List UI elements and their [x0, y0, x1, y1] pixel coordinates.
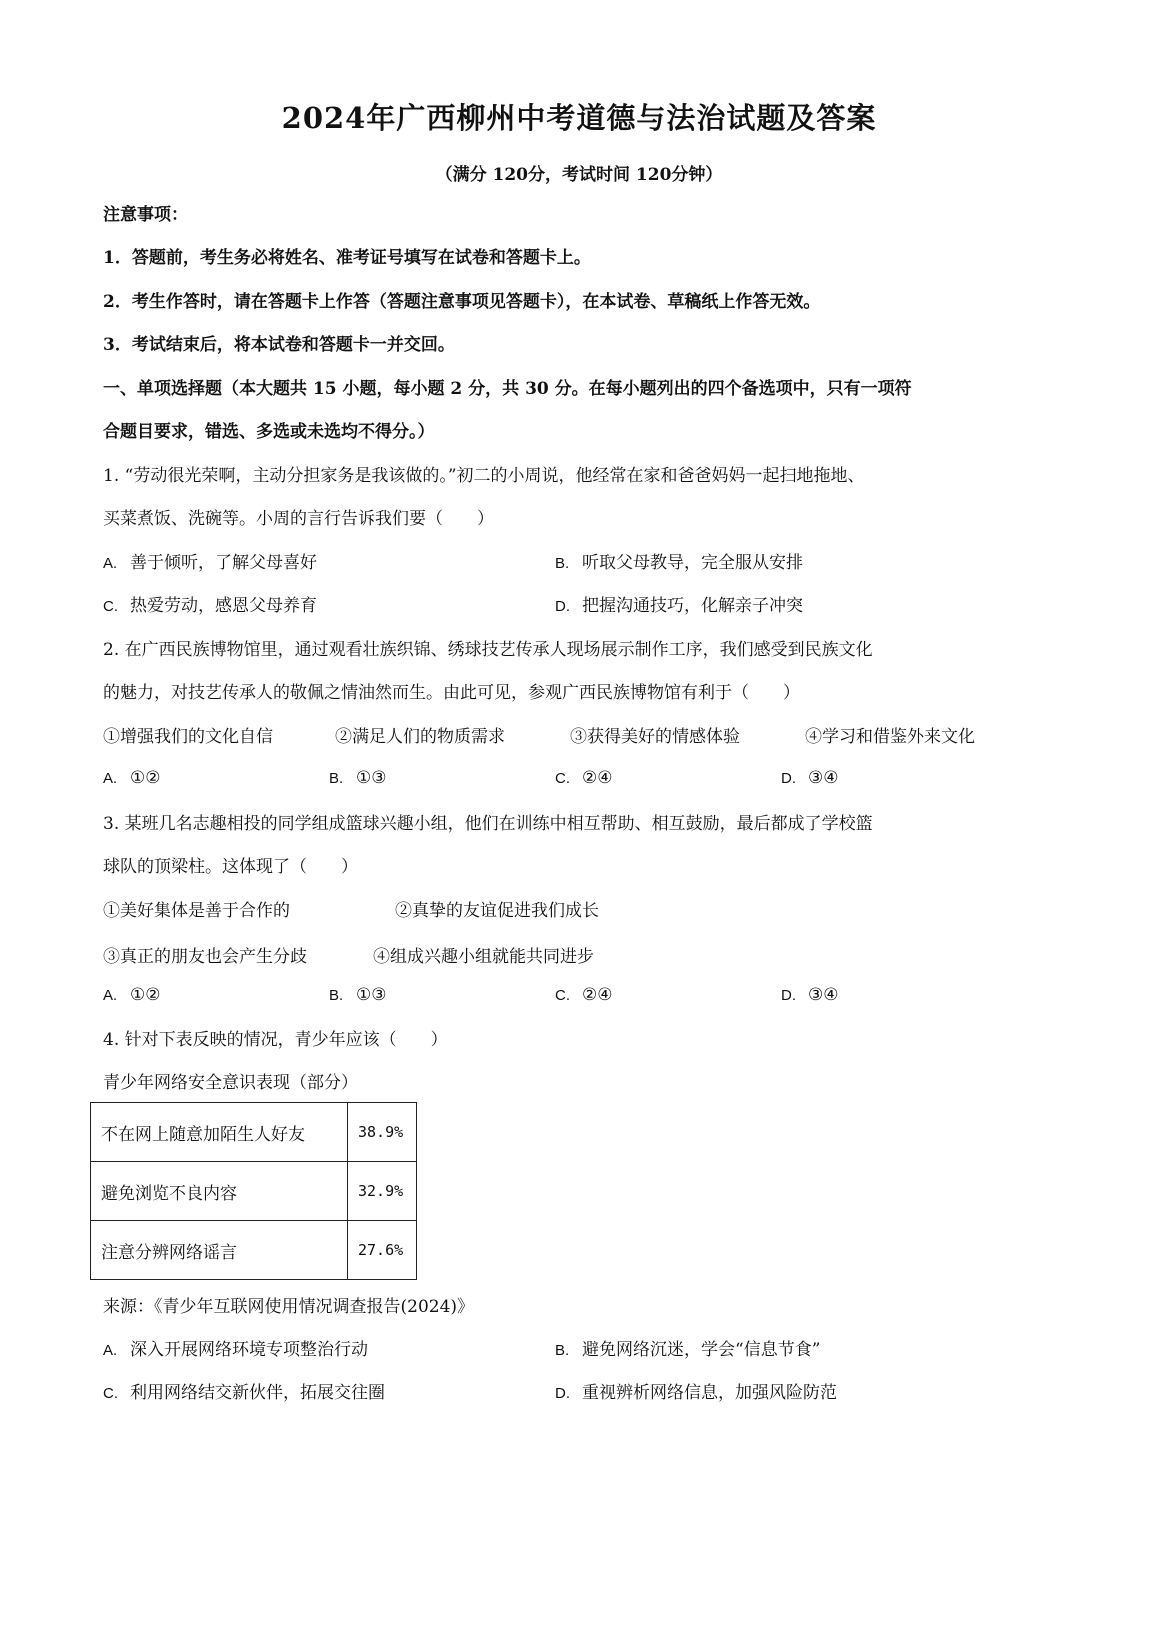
q1-option-a[interactable] [103, 548, 317, 573]
q3-option-a[interactable] [103, 985, 160, 1005]
q3-stem-cont: 球队的顶梁柱。这体现了（ ） [103, 857, 358, 877]
table-cell-label: 避免浏览不良内容 [91, 1162, 348, 1221]
q2-statement: ①增强我们的文化自信 [103, 727, 273, 747]
table-cell-label: 不在网上随意加陌生人好友 [91, 1103, 348, 1162]
option-key: A. [103, 555, 118, 572]
table-caption: 青少年网络安全意识表现（部分） [103, 1073, 358, 1093]
option-text: 热爱劳动，感恩父母养育 [130, 596, 317, 616]
q4-option-a[interactable] [103, 1335, 368, 1360]
option-key: B. [329, 987, 344, 1004]
option-text: 听取父母教导，完全服从安排 [582, 553, 803, 573]
option-text: 把握沟通技巧，化解亲子冲突 [582, 596, 803, 616]
option-text: ②④ [582, 768, 613, 788]
section-heading: 一、单项选择题（本大题共 15 小题，每小题 2 分，共 30 分。在每小题列出的四个备选项中，只有一项符 [103, 379, 912, 399]
option-key: B. [555, 555, 570, 572]
q1-stem: 1. “劳动很光荣啊，主动分担家务是我该做的。”初二的小周说，他经常在家和爸爸妈妈一起扫地拖地、 [103, 466, 865, 486]
q2-statement: ④学习和借鉴外来文化 [805, 727, 975, 747]
q2-stem: 2. 在广西民族博物馆里，通过观看壮族织锦、绣球技艺传承人现场展示制作工序，我们感受到民族文化 [103, 640, 873, 660]
option-key: C. [103, 1385, 118, 1402]
option-text: 善于倾听，了解父母喜好 [130, 553, 317, 573]
q3-option-b[interactable] [329, 985, 386, 1005]
option-key: A. [103, 1342, 118, 1359]
q1-option-b[interactable] [555, 548, 803, 573]
q3-statement: ④组成兴趣小组就能共同进步 [373, 947, 594, 967]
option-key: C. [555, 770, 570, 787]
q2-option-c[interactable] [555, 768, 612, 788]
option-text: 重视辨析网络信息，加强风险防范 [582, 1383, 837, 1403]
table-row [91, 1221, 417, 1280]
table-cell-value: 32.9% [348, 1162, 417, 1221]
option-key: A. [103, 770, 118, 787]
q4-option-c[interactable] [103, 1378, 385, 1403]
option-key: C. [555, 987, 570, 1004]
option-text: ①③ [356, 768, 387, 788]
q2-option-b[interactable] [329, 768, 386, 788]
q1-stem-cont: 买菜煮饭、洗碗等。小周的言行告诉我们要（ ） [103, 509, 494, 529]
option-key: D. [555, 598, 570, 615]
option-text: 避免网络沉迷，学会“信息节食” [582, 1340, 821, 1360]
option-text: ①③ [356, 985, 387, 1005]
option-text: ②④ [582, 985, 613, 1005]
q4-option-d[interactable] [555, 1378, 837, 1403]
q3-stem: 3. 某班几名志趣相投的同学组成篮球兴趣小组，他们在训练中相互帮助、相互鼓励，最后都成了学校篮 [103, 814, 873, 834]
table-cell-label: 注意分辨网络谣言 [91, 1221, 348, 1280]
option-text: ③④ [808, 985, 839, 1005]
q4-option-b[interactable] [555, 1335, 820, 1360]
option-key: D. [781, 770, 796, 787]
table-row [91, 1162, 417, 1221]
notice-item: 1．答题前，考生务必将姓名、准考证号填写在试卷和答题卡上。 [103, 248, 591, 268]
table-cell-value: 38.9% [348, 1103, 417, 1162]
option-text: ①② [130, 768, 161, 788]
page-subtitle: （满分 120分，考试时间 120分钟） [435, 165, 723, 185]
q3-statement: ②真挚的友谊促进我们成长 [395, 901, 599, 921]
option-key: A. [103, 987, 118, 1004]
q1-option-d[interactable] [555, 591, 803, 616]
option-key: D. [555, 1385, 570, 1402]
q3-option-d[interactable] [781, 985, 838, 1005]
q3-statement: ③真正的朋友也会产生分歧 [103, 947, 307, 967]
option-key: B. [555, 1342, 570, 1359]
q2-option-a[interactable] [103, 768, 160, 788]
table-row [91, 1103, 417, 1162]
q4-stem: 4. 针对下表反映的情况，青少年应该（ ） [103, 1030, 448, 1050]
option-text: 深入开展网络环境专项整治行动 [130, 1340, 368, 1360]
table-source: 来源：《青少年互联网使用情况调查报告(2024)》 [103, 1297, 475, 1317]
notice-heading: 注意事项： [103, 205, 188, 225]
option-text: ③④ [808, 768, 839, 788]
option-text: 利用网络结交新伙伴，拓展交往圈 [130, 1383, 385, 1403]
notice-item: 2．考生作答时，请在答题卡上作答（答题注意事项见答题卡），在本试卷、草稿纸上作答无效。 [103, 292, 821, 312]
section-heading-cont: 合题目要求，错选、多选或未选均不得分。） [103, 422, 435, 442]
notice-item: 3．考试结束后，将本试卷和答题卡一并交回。 [103, 335, 455, 355]
q3-option-c[interactable] [555, 985, 612, 1005]
q1-option-c[interactable] [103, 591, 317, 616]
option-text: ①② [130, 985, 161, 1005]
page-title: 2024年广西柳州中考道德与法治试题及答案 [281, 101, 877, 135]
survey-table [90, 1102, 417, 1280]
option-key: B. [329, 770, 344, 787]
q3-statement: ①美好集体是善于合作的 [103, 901, 290, 921]
table-cell-value: 27.6% [348, 1221, 417, 1280]
option-key: C. [103, 598, 118, 615]
option-key: D. [781, 987, 796, 1004]
q2-option-d[interactable] [781, 768, 838, 788]
q2-statement: ③获得美好的情感体验 [570, 727, 740, 747]
q2-stem-cont: 的魅力，对技艺传承人的敬佩之情油然而生。由此可见，参观广西民族博物馆有利于（ ） [103, 683, 800, 703]
q2-statement: ②满足人们的物质需求 [335, 727, 505, 747]
